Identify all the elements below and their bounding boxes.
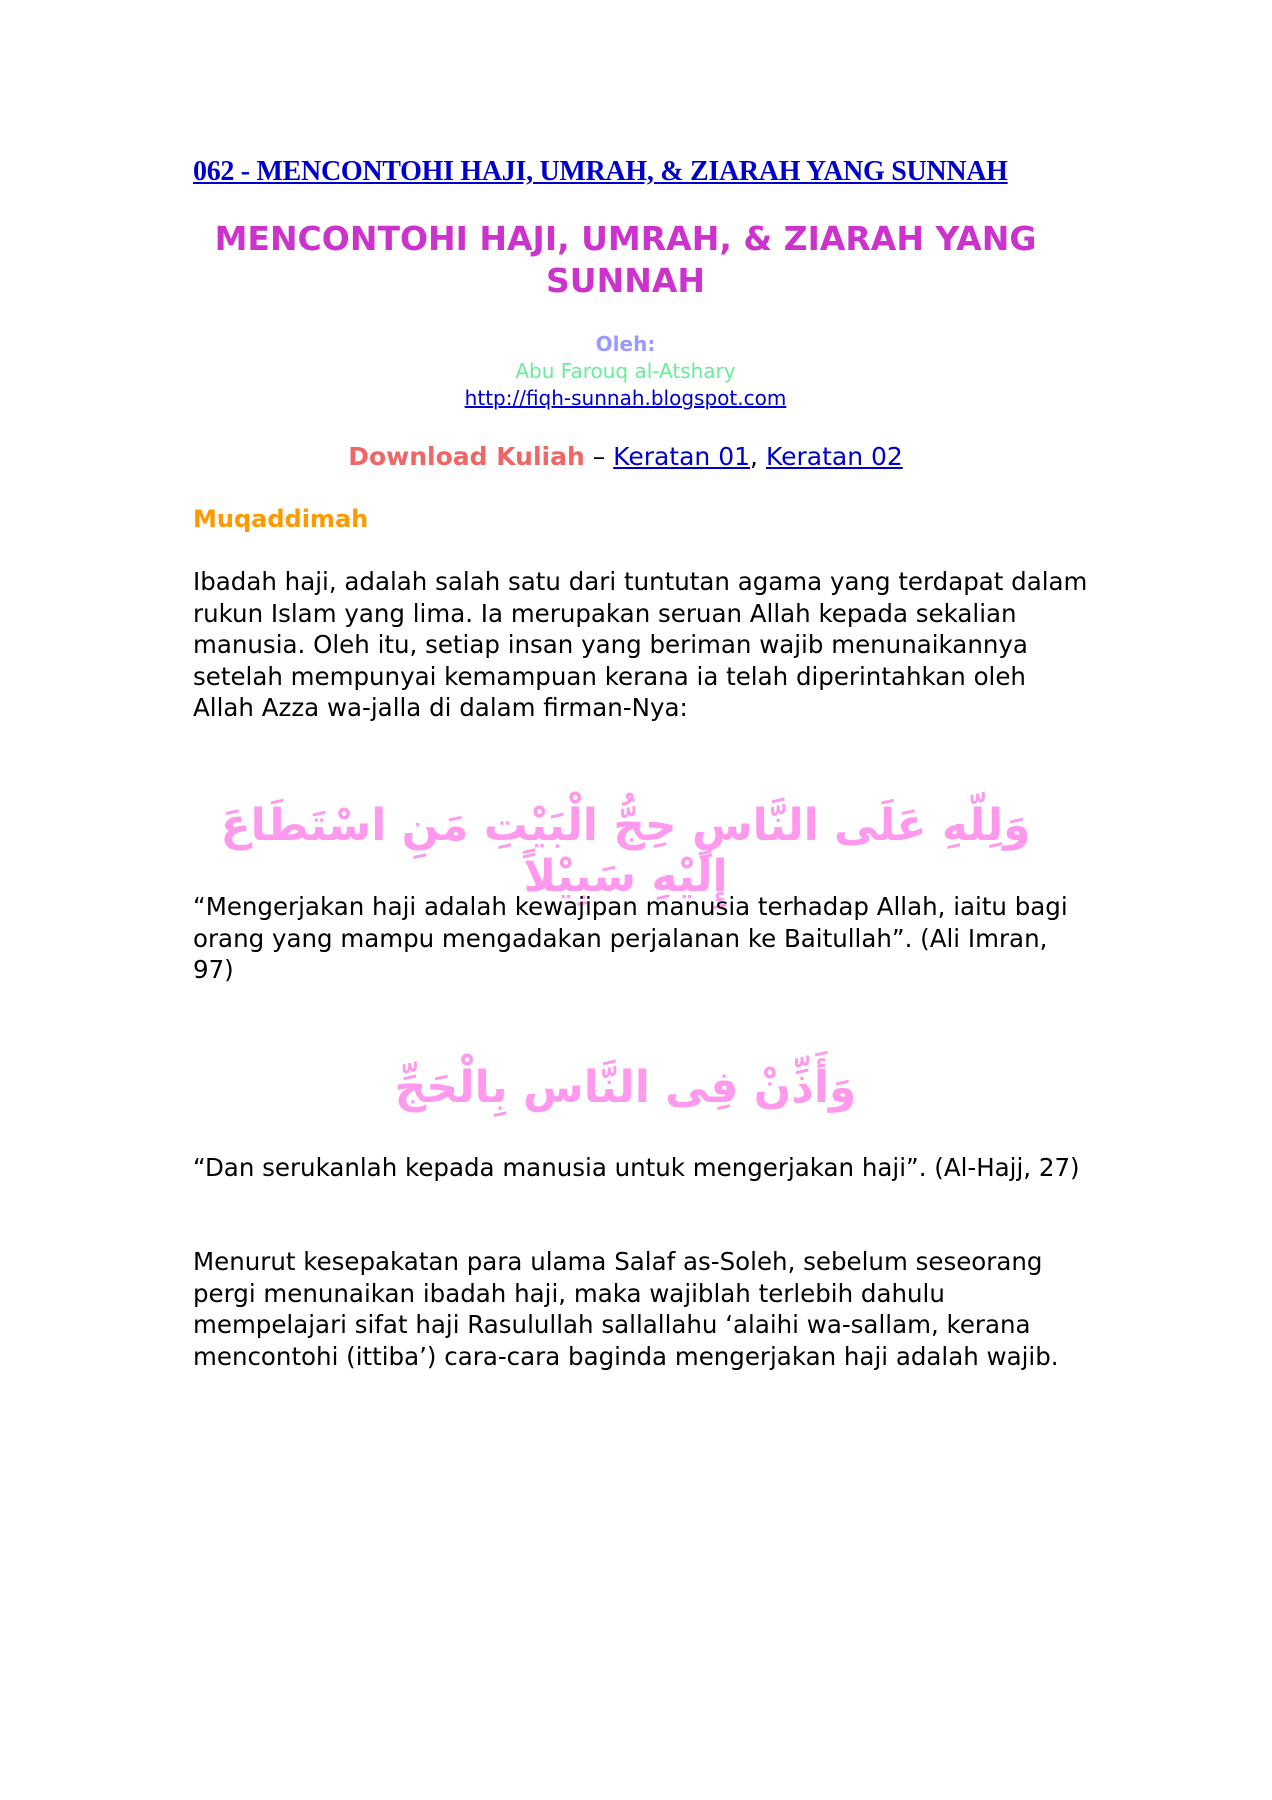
quote-ali-imran: “Mengerjakan haji adalah kewajipan manusia terhadap Allah, iaitu bagi orang yang mampu mengadakan perjalanan ke Baitullah”. (Ali Imran, 97)	[193, 892, 1068, 984]
download-line	[193, 442, 1058, 471]
quote-al-hajj: “Dan serukanlah kepada manusia untuk mengerjakan haji”. (Al-Hajj, 27)	[193, 1153, 1080, 1182]
blog-url-link[interactable]: http://fiqh-sunnah.blogspot.com	[464, 386, 787, 410]
separator: ,	[750, 442, 766, 471]
paragraph-ittiba: Menurut kesepakatan para ulama Salaf as-Soleh, sebelum seseorang pergi menunaikan ibadah haji, maka wajiblah terlebih dahulu mempelajari sifat haji Rasulullah sallallahu ‘alaihi wa-sallam, kerana mencontohi (ittiba’) cara-cara baginda mengerjakan haji adalah wajib.	[193, 1247, 1059, 1371]
author-name: Abu Farouq al-Atshary	[515, 359, 736, 383]
byline-label: Oleh:	[595, 332, 656, 356]
keratan-02-link[interactable]: Keratan 02	[765, 442, 903, 471]
download-label: Download Kuliah	[348, 442, 585, 471]
document-title-link[interactable]: 062 - MENCONTOHI HAJI, UMRAH, & ZIARAH YANG SUNNAH	[193, 156, 1008, 187]
arabic-verse-al-hajj: وَأَذِّنْ فِى النَّاس بِالْحَجِّ	[394, 1062, 857, 1113]
dash: –	[584, 442, 614, 471]
section-title: Muqaddimah	[193, 505, 369, 533]
arabic-verse-ali-imran: وَلِلّهِ عَلَى النَّاسِ حِجُّ الْبَيْتِ مَنِ اسْتَطَاعَ إِلَيْهِ سَبِيْلاً	[220, 800, 1031, 902]
paragraph-intro: Ibadah haji, adalah salah satu dari tuntutan agama yang terdapat dalam rukun Islam yang lima. Ia merupakan seruan Allah kepada sekalian manusia. Oleh itu, setiap insan yang beriman wajib menunaikannya setelah mempunyai kemampuan kerana ia telah diperintahkan oleh Allah Azza wa-jalla di dalam firman-Nya:	[193, 567, 1088, 722]
page-heading: MENCONTOHI HAJI, UMRAH, & ZIARAH YANG SUNNAH	[214, 219, 1037, 300]
keratan-01-link[interactable]: Keratan 01	[613, 442, 751, 471]
byline	[193, 331, 1058, 412]
